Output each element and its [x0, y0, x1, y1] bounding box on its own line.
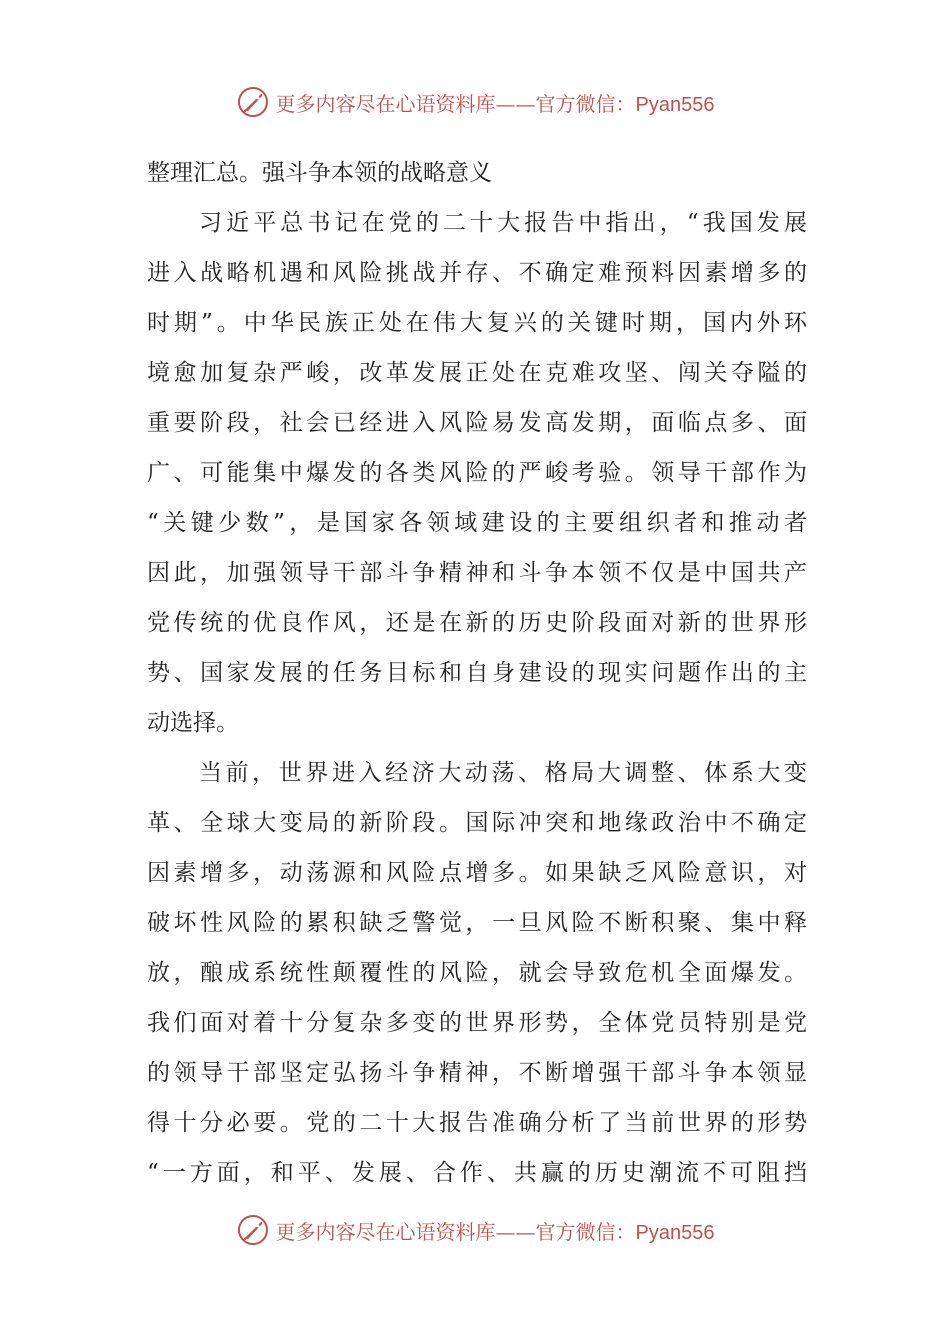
text-line: 进入战略机遇和风险挑战并存、不确定难预料因素增多的 [147, 260, 807, 286]
watermark-brand: 更多内容尽在心语资料库 [275, 91, 496, 116]
document-lines [147, 148, 807, 1198]
watermark-wechat-id: Pyan556 [635, 93, 715, 116]
watermark-dash: —— [495, 91, 536, 116]
text-line: 的领导干部坚定弘扬斗争精神，不断增强干部斗争本领显 [147, 1060, 807, 1086]
text-line: 因素增多，动荡源和风险点增多。如果缺乏风险意识，对 [147, 860, 807, 886]
watermark-header-inner [236, 85, 715, 119]
text-line: “关键少数”，是国家各领域建设的主要组织者和推动者 [147, 510, 807, 536]
watermark-label: 官方微信： [535, 91, 636, 116]
text-line: 境愈加复杂严峻，改革发展正处在克难攻坚、闯关夺隘的 [147, 360, 807, 386]
text-line: 党传统的优良作风，还是在新的历史阶段面对新的世界形 [147, 610, 807, 636]
text-line: “一方面，和平、发展、合作、共赢的历史潮流不可阻挡 [147, 1160, 807, 1186]
watermark-dash: —— [495, 1219, 536, 1244]
text-line: 重要阶段，社会已经进入风险易发高发期，面临点多、面 [147, 410, 807, 436]
text-line: 当前，世界进入经济大动荡、格局大调整、体系大变 [199, 760, 807, 786]
watermark-wechat-id: Pyan556 [635, 1221, 715, 1244]
quill-pen-logo-icon [236, 1213, 270, 1247]
text-line: 时期”。中华民族正处在伟大复兴的关键时期，国内外环 [147, 310, 807, 336]
watermark-footer-inner [236, 1213, 715, 1247]
watermark-brand: 更多内容尽在心语资料库 [275, 1219, 496, 1244]
document-body [147, 148, 807, 1198]
text-line: 广、可能集中爆发的各类风险的严峻考验。领导干部作为 [147, 460, 807, 486]
watermark-footer [0, 1210, 950, 1250]
text-line: 破坏性风险的累积缺乏警觉，一旦风险不断积聚、集中释 [147, 910, 807, 936]
text-line: 势、国家发展的任务目标和自身建设的现实问题作出的主 [147, 660, 807, 686]
text-line: 放，酿成系统性颠覆性的风险，就会导致危机全面爆发。 [147, 960, 807, 986]
text-line: 动选择。 [147, 710, 239, 736]
text-line: 得十分必要。党的二十大报告准确分析了当前世界的形势 [147, 1110, 807, 1136]
watermark-text [276, 88, 715, 117]
text-line: 因此，加强领导干部斗争精神和斗争本领不仅是中国共产 [147, 560, 807, 586]
text-line: 我们面对着十分复杂多变的世界形势，全体党员特别是党 [147, 1010, 807, 1036]
quill-pen-logo-icon [236, 85, 270, 119]
watermark-text [276, 1216, 715, 1245]
watermark-header [0, 82, 950, 122]
text-line: 革、全球大变局的新阶段。国际冲突和地缘政治中不确定 [147, 810, 807, 836]
watermark-label: 官方微信： [535, 1219, 636, 1244]
text-line: 整理汇总。强斗争本领的战略意义 [147, 160, 492, 186]
text-line: 习近平总书记在党的二十大报告中指出，“我国发展 [199, 210, 807, 236]
